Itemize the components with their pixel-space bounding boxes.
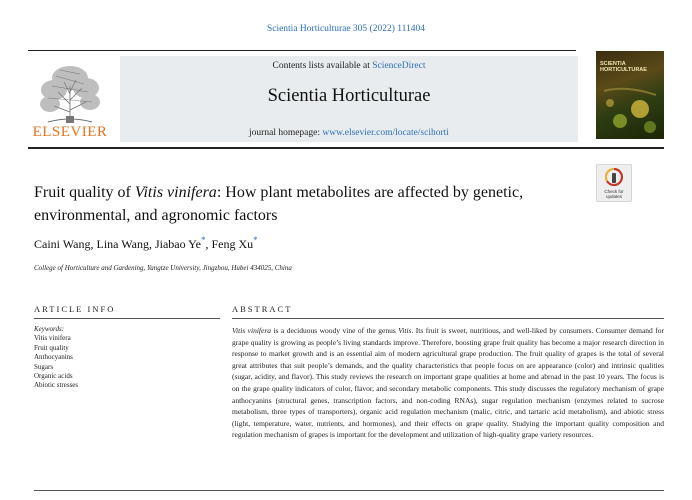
keyword-item: Sugars xyxy=(34,362,54,371)
author-affiliation: College of Horticulture and Gardening, Yangtze University, Jingzhou, Hubei 434025, China xyxy=(34,264,292,272)
journal-reference[interactable]: Scientia Horticulturae 305 (2022) 111404 xyxy=(266,24,426,34)
journal-homepage-link[interactable]: www.elsevier.com/locate/scihorti xyxy=(322,128,449,138)
article-info-heading: ARTICLE INFO xyxy=(34,304,116,314)
keywords-label: Keywords: xyxy=(34,325,65,333)
check-for-updates-icon xyxy=(605,168,623,188)
check-for-updates-label: Check for updates xyxy=(604,189,624,199)
author-separator: , xyxy=(90,237,97,251)
contents-prefix: Contents lists available at xyxy=(272,61,373,71)
article-info-rule xyxy=(34,318,220,319)
keywords-block xyxy=(34,325,78,391)
bottom-rule xyxy=(34,490,664,491)
corresponding-author-mark[interactable]: * xyxy=(253,235,258,245)
elsevier-wordmark: ELSEVIER xyxy=(32,124,108,140)
author-separator: , xyxy=(148,237,155,251)
author-separator: , xyxy=(205,237,212,251)
corresponding-author-mark[interactable]: * xyxy=(200,235,206,245)
keyword-item: Abiotic stresses xyxy=(34,381,79,390)
author-name[interactable]: Feng Xu xyxy=(211,237,254,251)
contents-available-line xyxy=(120,61,578,71)
cover-title: SCIENTIA HORTICULTURAE xyxy=(600,61,647,73)
abstract-heading: ABSTRACT xyxy=(232,304,293,314)
article-title xyxy=(34,181,590,227)
abstract-species-italic: Vitis vinifera xyxy=(232,326,271,335)
abstract-body xyxy=(232,325,664,441)
author-name[interactable]: Lina Wang xyxy=(96,237,149,251)
author-name[interactable]: Jiabao Ye xyxy=(154,237,201,251)
abstract-text-2: . Its fruit is sweet, nutritious, and well-liked by consumers. Consumer demand for grape quality is growing as people’s living standards improve. Therefore, boosting grape fruit quality has become a major research direction in response to market growth and is an essential aim of modern agricultural grape production. The fruit quality of grapes is the total of several great attributes that suit people’s demands, and the quality characteristics that people focus on are appearance (color) and intrinsic qualities (sugar, acidity, and flavor). This study reviews the research on important grape qualities at home and abroad in the past 10 years. The focus is on the grape quality indicators of color, flavor, and secondary metabolic components. This study discusses the regulatory mechanism of grape anthocyanins (structural genes, transcription factors, and non-coding RNAs), sugar regulation mechanism (enzymes related to sucrose metabolism, three types of transporters), organic acid regulation mechanism (malic, citric, and tartaric acid metabolism), and abiotic stress (light, temperature, water, nutrients, and hormones), and their effects on grape quality. Studying the important quality composition and regulation mechanism of grapes is important for the development and utilization of high-quality grape variety resources. xyxy=(232,326,665,440)
sciencedirect-link[interactable]: ScienceDirect xyxy=(372,61,426,71)
abstract-rule xyxy=(232,318,664,319)
homepage-prefix: journal homepage: xyxy=(249,128,323,138)
journal-homepage-line xyxy=(120,128,578,138)
title-part-2: : How plant metabolites are affected by genetic, environmental, and agronomic factors xyxy=(34,184,524,224)
journal-header-band xyxy=(120,56,578,142)
journal-name: Scientia Horticulturae xyxy=(267,86,431,106)
title-part-1: Fruit quality of xyxy=(34,184,135,201)
keyword-item: Vitis vinifera xyxy=(34,334,71,343)
keyword-item: Fruit quality xyxy=(34,343,69,352)
keyword-item: Anthocyanins xyxy=(34,353,73,362)
header-bottom-rule xyxy=(28,147,664,149)
abstract-genus-italic: Vitis xyxy=(398,326,412,335)
abstract-text-1: is a deciduous woody vine of the genus xyxy=(271,326,399,335)
journal-cover-image[interactable] xyxy=(596,51,664,139)
check-for-updates-button[interactable] xyxy=(596,164,632,202)
header-top-rule xyxy=(28,50,576,51)
author-name[interactable]: Caini Wang xyxy=(34,237,91,251)
keyword-item: Organic acids xyxy=(34,372,73,381)
title-species-italic: Vitis vinifera xyxy=(134,184,217,201)
author-list xyxy=(34,235,258,252)
